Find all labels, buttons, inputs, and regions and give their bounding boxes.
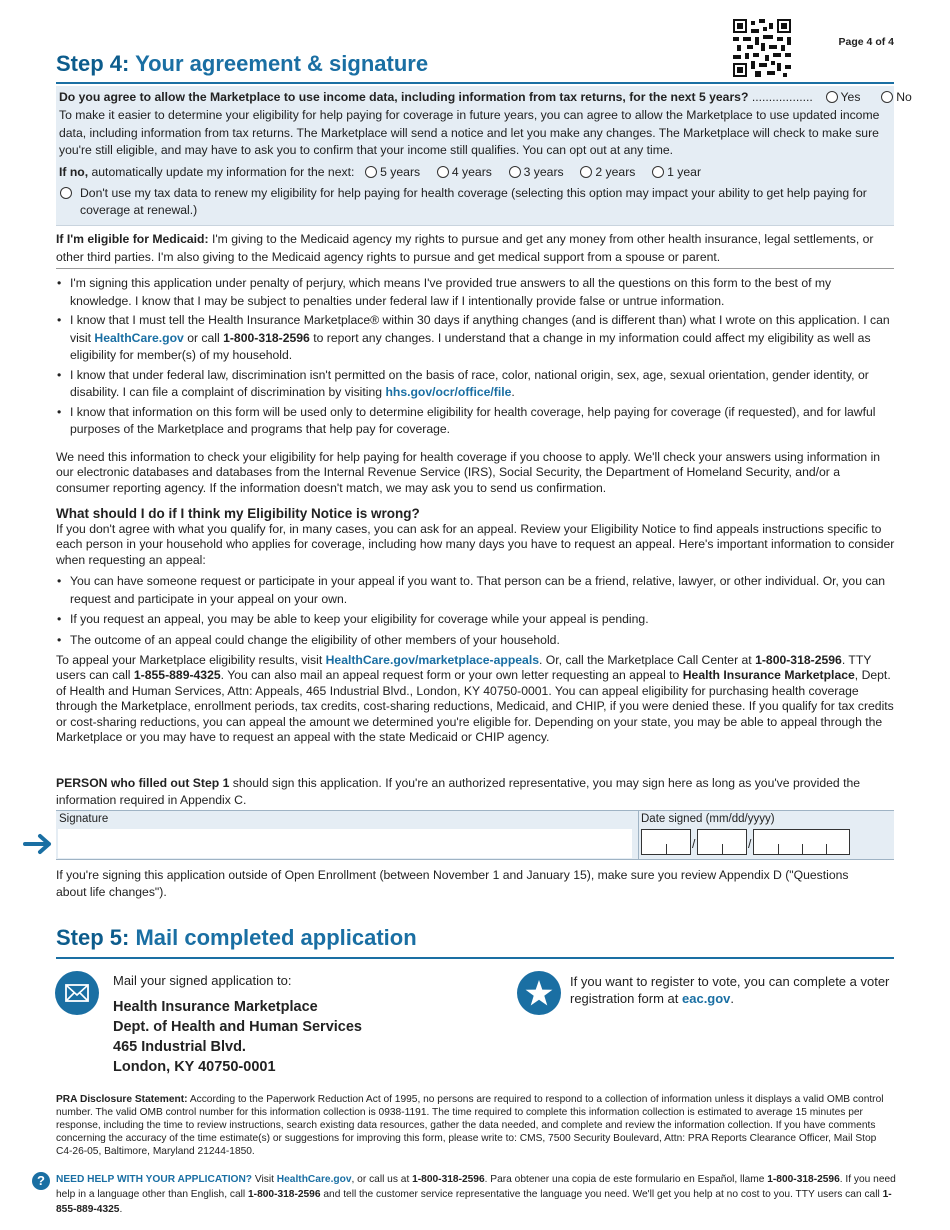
dont-use-tax-data-label: Don't use my tax data to renew my eligibility for help paying for health coverage (selecting this option may impact your ability to get help paying for coverage at renewal.)	[80, 186, 867, 217]
date-label: Date signed (mm/dd/yyyy)	[641, 813, 775, 825]
if-no-row: If no, automatically update my information for the next: 5 years 4 years 3 years 2 years 1 year	[59, 165, 701, 179]
list-item: • If you request an appeal, you may be able to keep your eligibility for coverage while your appeal is pending.	[56, 611, 896, 629]
list-item: • I know that under federal law, discrimination isn't permitted on the basis of race, color, national origin, sex, age, sexual orientation, gender identity, or disability. I can file a complaint of discrimination by visiting hhs.gov/ocr/office/file.	[56, 367, 896, 402]
person-paragraph: PERSON who filled out Step 1 should sign this application. If you're an authorized representative, you may sign here as long as you've provided the information required in Appendix C.	[56, 776, 861, 807]
dont-use-tax-data-radio[interactable]	[60, 187, 72, 199]
star-icon	[517, 971, 561, 1015]
list-item: • I know that information on this form will be used only to determine eligibility for health coverage, help paying for coverage (if requested), and for lawful purposes of the Marketplace and programs that help pay for coverage.	[56, 404, 896, 439]
step5-number: Step 5:	[56, 925, 130, 950]
step4-number: Step 4:	[56, 51, 130, 76]
date-slash: /	[692, 837, 696, 851]
divider	[56, 268, 894, 269]
4-years-radio[interactable]	[437, 166, 449, 178]
agreement-list	[56, 275, 896, 439]
medicaid-paragraph: If I'm eligible for Medicaid: I'm giving to the Medicaid agency my rights to pursue and get any money from other health insurance, legal settlements, or other third parties. I'm also giving to the Medicaid agency rights to pursue and get medical support from a spouse or parent.	[56, 232, 874, 264]
list-item: • I'm signing this application under penalty of perjury, which means I've provided true answers to all the questions on this form to the best of my knowledge. I know that I may be subject to penalties under federal law if I intentionally provide false or untrue information.	[56, 275, 896, 310]
date-slash: /	[748, 837, 752, 851]
mail-intro: Mail your signed application to:	[113, 973, 292, 988]
3-years-radio[interactable]	[509, 166, 521, 178]
divider	[666, 844, 667, 854]
address-line: London, KY 40750-0001	[113, 1059, 276, 1075]
divider	[802, 844, 803, 854]
no-label: No	[896, 90, 912, 104]
appeal-paragraph: If you don't agree with what you qualify for, in many cases, you can ask for an appeal. Review your Eligibility Notice to find appeals instructions specific to each person in your household who applies for coverage, including how many days you have to request an appeal. Here's important information to consider when requesting an appeal:	[56, 522, 895, 567]
list-item: • I know that I must tell the Health Insurance Marketplace® within 30 days if anything changes (and is different than) what I wrote on this application. I can visit HealthCare.gov or call 1-800-318-2596 to report any changes. I understand that a change in my information could affect my eligibility as well as eligibility for member(s) of my household.	[56, 312, 896, 365]
envelope-icon	[55, 971, 99, 1015]
appeal-instructions: To appeal your Marketplace eligibility results, visit HealthCare.gov/marketplace-appeals. Or, call the Marketplace Call Center at 1-800-318-2596. TTY users can call 1-855-889-4325. You can also mail an appeal request form or your own letter requesting an appeal to Health Insurance Marketplace, Dept. of Health and Human Services, Attn: Appeals, 465 Industrial Blvd., London, KY 40750-0001. You can appeal eligibility for purchasing health coverage through the Marketplace, enrollment periods, tax credits, cost-sharing reductions, Medicaid, and CHIP, if you were denied these. If you qualify for tax credits or cost-sharing reductions, you can appeal the amount we determined you're eligible for. Depending on your state, you may be able to appeal through the Marketplace or you may have to request an appeal with the state Medicaid or CHIP agency.	[56, 653, 894, 745]
step5-title: Mail completed application	[135, 925, 417, 950]
signature-label: Signature	[59, 813, 109, 825]
date-day-field[interactable]	[697, 829, 747, 855]
step4-rule	[56, 82, 894, 84]
help-footer: NEED HELP WITH YOUR APPLICATION? Visit HealthCare.gov, or call us at 1-800-318-2596. Para obtener una copia de este formulario en Español, llame 1-800-318-2596. If you need help in a language other than English, call 1-800-318-2596 and tell the customer service representative the language you need. We'll get you help at no cost to you. TTY users can call 1-855-889-4325.	[56, 1174, 896, 1215]
signature-field[interactable]	[58, 829, 632, 858]
signature-section	[56, 810, 894, 860]
mailing-address	[113, 997, 362, 1077]
income-question: Do you agree to allow the Marketplace to use income data, including information from tax returns, for the next 5 years? .................. Yes No	[59, 90, 912, 104]
info-paragraph: We need this information to check your eligibility for help paying for health coverage if you choose to apply. We'll check your answers using information in our electronic databases and databases from the Internal Revenue Service (IRS), Social Security, the Department of Homeland Security, and/or a consumer reporting agency. If the information doesn't match, we may ask you to send us confirmation.	[56, 450, 881, 495]
pra-disclosure: PRA Disclosure Statement: According to the Paperwork Reduction Act of 1995, no persons are required to respond to a collection of information unless it displays a valid OMB control number. The valid OMB control number for this information collection is 0938-1191. The time required to complete this information collection is estimated to average 15 minutes per response, including the time to review instructions, search existing data resources, gather the data needed, and complete and review the information collection. If you have comments concerning the accuracy of the time estimate(s) or suggestions for improving this form, please write to: CMS, 7500 Security Boulevard, Attn: PRA Reports Clearance Officer, Mail Stop C4-26-05, Baltimore, Maryland 21244-1850.	[56, 1094, 884, 1157]
divider	[778, 844, 779, 854]
help-icon: ?	[32, 1172, 50, 1190]
divider	[826, 844, 827, 854]
marketplace-appeals-link[interactable]: HealthCare.gov/marketplace-appeals	[325, 653, 539, 667]
income-consent-paragraph: To make it easier to determine your eligibility for help paying for coverage in future years, you can agree to allow the Marketplace to use updated income data, including information from tax returns. The Marketplace will send a notice and let you make any changes. The Marketplace will check to make sure you're still eligible, and may have to ask you to confirm that your income still qualifies. You can opt out at any time.	[59, 108, 880, 157]
arrow-right-icon	[23, 833, 53, 855]
5-years-radio[interactable]	[365, 166, 377, 178]
list-item: • The outcome of an appeal could change the eligibility of other members of your household.	[56, 632, 896, 650]
step4-title: Your agreement & signature	[135, 51, 429, 76]
step5-heading	[56, 925, 417, 951]
page-number: Page 4 of 4	[838, 36, 894, 48]
qr-code-icon	[733, 19, 791, 77]
open-enrollment-paragraph: If you're signing this application outside of Open Enrollment (between November 1 and January 15), make sure you review Appendix D ("Questions about life changes").	[56, 868, 849, 899]
healthcare-gov-footer-link[interactable]: HealthCare.gov	[276, 1174, 352, 1185]
divider	[722, 844, 723, 854]
voter-registration-text: If you want to register to vote, you can complete a voter registration form at eac.gov.	[570, 974, 890, 1006]
divider	[638, 811, 639, 859]
yes-label: Yes	[840, 90, 861, 104]
appeal-list	[56, 573, 896, 649]
eac-gov-link[interactable]: eac.gov	[682, 991, 731, 1006]
address-line: Dept. of Health and Human Services	[113, 1019, 362, 1035]
step4-heading	[56, 51, 428, 77]
1-year-radio[interactable]	[652, 166, 664, 178]
appeal-heading: What should I do if I think my Eligibility Notice is wrong?	[56, 506, 420, 521]
date-year-field[interactable]	[753, 829, 850, 855]
yes-radio[interactable]	[826, 91, 838, 103]
list-item: • You can have someone request or participate in your appeal if you want to. That person can be a friend, relative, lawyer, or other individual. Or, you can request and participate in your appeal on your own.	[56, 573, 896, 608]
step5-rule	[56, 957, 894, 959]
date-month-field[interactable]	[641, 829, 691, 855]
2-years-radio[interactable]	[580, 166, 592, 178]
healthcare-gov-link[interactable]: HealthCare.gov	[94, 330, 184, 345]
address-line: 465 Industrial Blvd.	[113, 1039, 246, 1055]
hhs-ocr-link[interactable]: hhs.gov/ocr/office/file	[385, 385, 512, 399]
address-line: Health Insurance Marketplace	[113, 999, 318, 1015]
